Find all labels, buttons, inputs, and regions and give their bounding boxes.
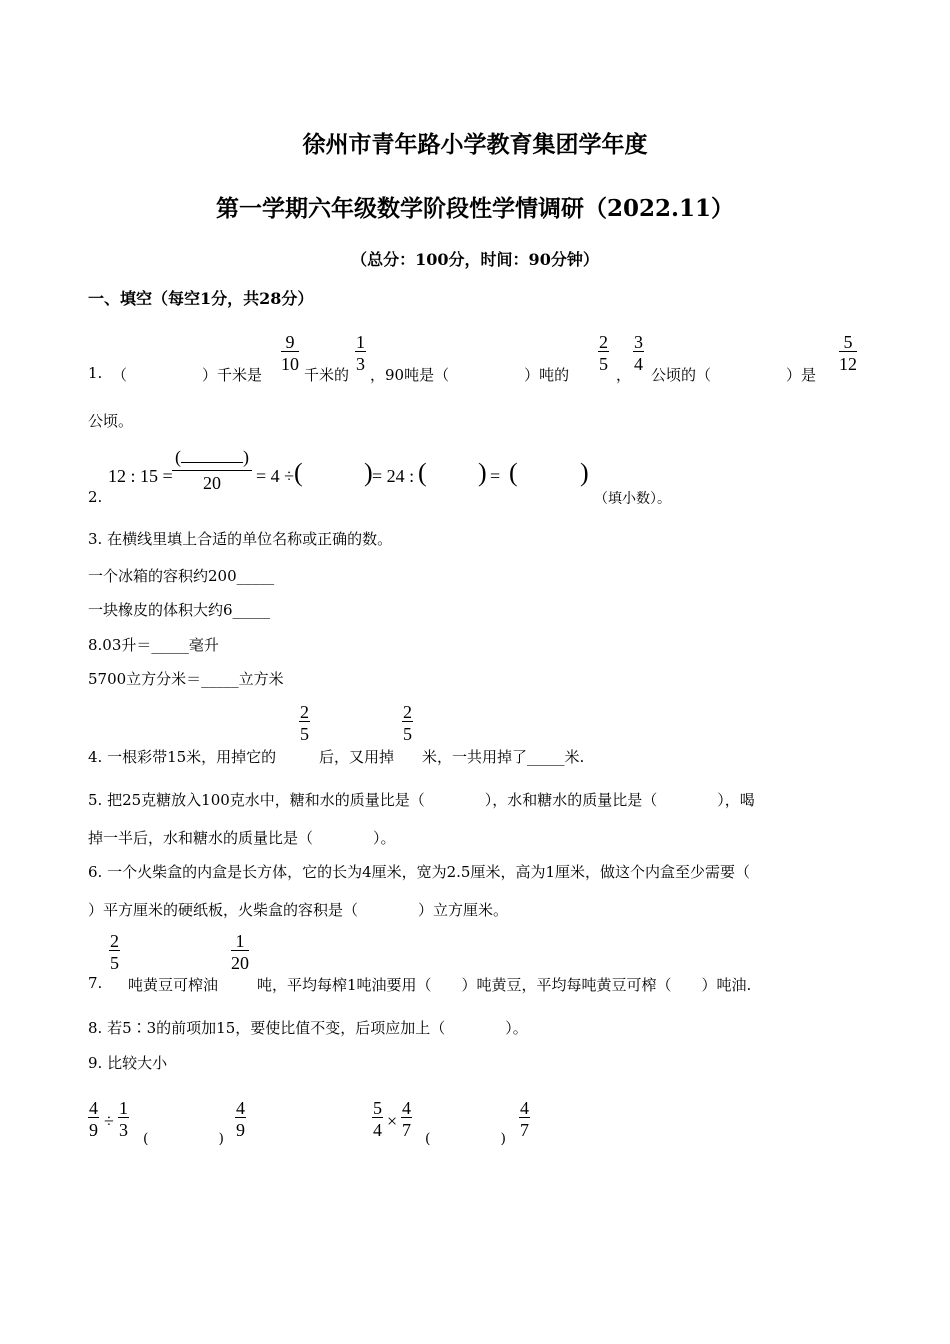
q5-line-1: 5. 把25克糖放入100克水中，糖和水的质量比是（ ），水和糖水的质量比是（ ），喝 bbox=[88, 791, 755, 809]
denominator: 7 bbox=[402, 1120, 411, 1140]
q1-text-5: 公顷的（ ）是 bbox=[651, 366, 817, 384]
denominator: 9 bbox=[89, 1120, 98, 1140]
title-line-2: 第一学期六年级数学阶段性学情调研（2022.11） bbox=[215, 195, 735, 222]
denominator: 5 bbox=[403, 724, 412, 744]
q7-text-2: 吨，平均每榨1吨油要用（ ）吨黄豆，平均每吨黄豆可榨（ ）吨油. bbox=[257, 976, 752, 994]
open-paren: ( bbox=[175, 447, 181, 467]
numerator: 9 bbox=[281, 333, 299, 352]
q1-fraction-4 bbox=[633, 333, 644, 373]
denominator: 4 bbox=[373, 1120, 382, 1140]
title-line-1: 徐州市青年路小学教育集团学年度 bbox=[302, 131, 648, 158]
close-paren: ) bbox=[243, 447, 249, 467]
numerator: 5 bbox=[839, 333, 857, 352]
denominator: 20 bbox=[231, 953, 249, 973]
denominator: 5 bbox=[300, 724, 309, 744]
q9a-blank: ( ) bbox=[143, 1131, 224, 1147]
q3-line-1: 一个冰箱的容积约200_____ bbox=[88, 567, 275, 585]
q7-fraction-2 bbox=[231, 932, 249, 972]
q2-fraction bbox=[172, 448, 252, 492]
q3-line-4: 5700立方分米＝_____立方米 bbox=[88, 670, 284, 688]
numerator: 3 bbox=[634, 332, 643, 352]
q1-number: 1. bbox=[88, 364, 103, 382]
q4-fraction-2 bbox=[402, 703, 413, 743]
q9b-fraction-3 bbox=[519, 1099, 530, 1139]
q1-text-4: ， bbox=[616, 366, 632, 384]
numerator: 4 bbox=[89, 1098, 98, 1118]
q3-line-3: 8.03升＝_____毫升 bbox=[88, 636, 219, 654]
numerator: 2 bbox=[300, 702, 309, 722]
q9a-fraction-1 bbox=[88, 1099, 99, 1139]
q9a-operator: ÷ bbox=[104, 1111, 114, 1131]
q2-eq3: = bbox=[490, 466, 501, 486]
q1-text-3: ，90吨是（ ）吨的 bbox=[370, 366, 570, 384]
q9a-fraction-3 bbox=[235, 1099, 246, 1139]
denominator: 20 bbox=[203, 473, 221, 493]
blank-line bbox=[181, 462, 243, 463]
q3-intro: 3. 在横线里填上合适的单位名称或正确的数。 bbox=[88, 530, 393, 548]
q2-eq2: = 24 : bbox=[372, 466, 415, 486]
numerator: 1 bbox=[119, 1098, 128, 1118]
q9a-fraction-2 bbox=[118, 1099, 129, 1139]
q1-fraction-1 bbox=[281, 333, 299, 373]
numerator: 2 bbox=[403, 702, 412, 722]
q3-line-2: 一块橡皮的体积大约6_____ bbox=[88, 601, 271, 619]
numerator: 1 bbox=[356, 332, 365, 352]
q1-fraction-5 bbox=[839, 333, 857, 373]
subtitle: （总分：100分，时间：90分钟） bbox=[351, 250, 599, 269]
numerator: 4 bbox=[236, 1098, 245, 1118]
q7-text-1: 吨黄豆可榨油 bbox=[128, 976, 219, 994]
q2-note: （填小数）。 bbox=[594, 491, 671, 507]
q5-line-2: 掉一半后，水和糖水的质量比是（ ）。 bbox=[88, 829, 396, 847]
numerator: 2 bbox=[110, 931, 119, 951]
q1-text-1: （ ）千米是 bbox=[112, 366, 263, 384]
q2-eq1: = 4 ÷ bbox=[256, 466, 295, 486]
denominator: 3 bbox=[119, 1120, 128, 1140]
denominator: 4 bbox=[634, 354, 643, 374]
numerator: 4 bbox=[402, 1098, 411, 1118]
q6-line-2: ）平方厘米的硬纸板，火柴盒的容积是（ ）立方厘米。 bbox=[88, 901, 509, 919]
denominator: 10 bbox=[281, 354, 299, 374]
q1-fraction-2 bbox=[355, 333, 366, 373]
q4-fraction-1 bbox=[299, 703, 310, 743]
q2-paren-open-2: ( bbox=[418, 458, 427, 487]
q2-ratio: 12 : 15 = bbox=[108, 466, 173, 486]
q6-line-1: 6. 一个火柴盒的内盒是长方体，它的长为4厘米，宽为2.5厘米，高为1厘米，做这个内盒至少需要（ bbox=[88, 863, 751, 881]
q4-text-3: 米，一共用掉了_____米. bbox=[422, 748, 585, 766]
q2-number: 2. bbox=[88, 488, 103, 506]
numerator: 2 bbox=[599, 332, 608, 352]
numerator: 1 bbox=[231, 932, 249, 951]
q2-paren-open-3: ( bbox=[509, 458, 518, 487]
denominator: 5 bbox=[599, 354, 608, 374]
q9b-fraction-1 bbox=[372, 1099, 383, 1139]
denominator: 12 bbox=[839, 354, 857, 374]
q9b-operator: × bbox=[387, 1111, 398, 1131]
denominator: 5 bbox=[110, 953, 119, 973]
q4-text-2: 后，又用掉 bbox=[319, 748, 395, 766]
q9-title: 9. 比较大小 bbox=[88, 1054, 168, 1072]
denominator: 9 bbox=[236, 1120, 245, 1140]
q7-number: 7. bbox=[88, 974, 103, 992]
q1-text-2: 千米的 bbox=[304, 366, 350, 384]
q4-text-1: 4. 一根彩带15米，用掉它的 bbox=[88, 748, 277, 766]
question-8: 8. 若5∶3的前项加15，要使比值不变，后项应加上（ ）。 bbox=[88, 1019, 528, 1037]
q7-fraction-1 bbox=[109, 932, 120, 972]
q2-paren-open-1: ( bbox=[294, 458, 303, 487]
q1-fraction-3 bbox=[598, 333, 609, 373]
q9b-fraction-2 bbox=[401, 1099, 412, 1139]
q1-text-6: 公顷。 bbox=[88, 412, 134, 430]
q2-paren-close-2: ) bbox=[478, 458, 487, 487]
blank-numerator bbox=[172, 448, 252, 471]
numerator: 5 bbox=[373, 1098, 382, 1118]
q2-paren-close-1: ) bbox=[364, 458, 373, 487]
numerator: 4 bbox=[520, 1098, 529, 1118]
q2-paren-close-3: ) bbox=[580, 458, 589, 487]
denominator: 7 bbox=[520, 1120, 529, 1140]
denominator: 3 bbox=[356, 354, 365, 374]
q9b-blank: ( ) bbox=[425, 1131, 506, 1147]
section-heading: 一、填空（每空1分，共28分） bbox=[88, 289, 314, 308]
